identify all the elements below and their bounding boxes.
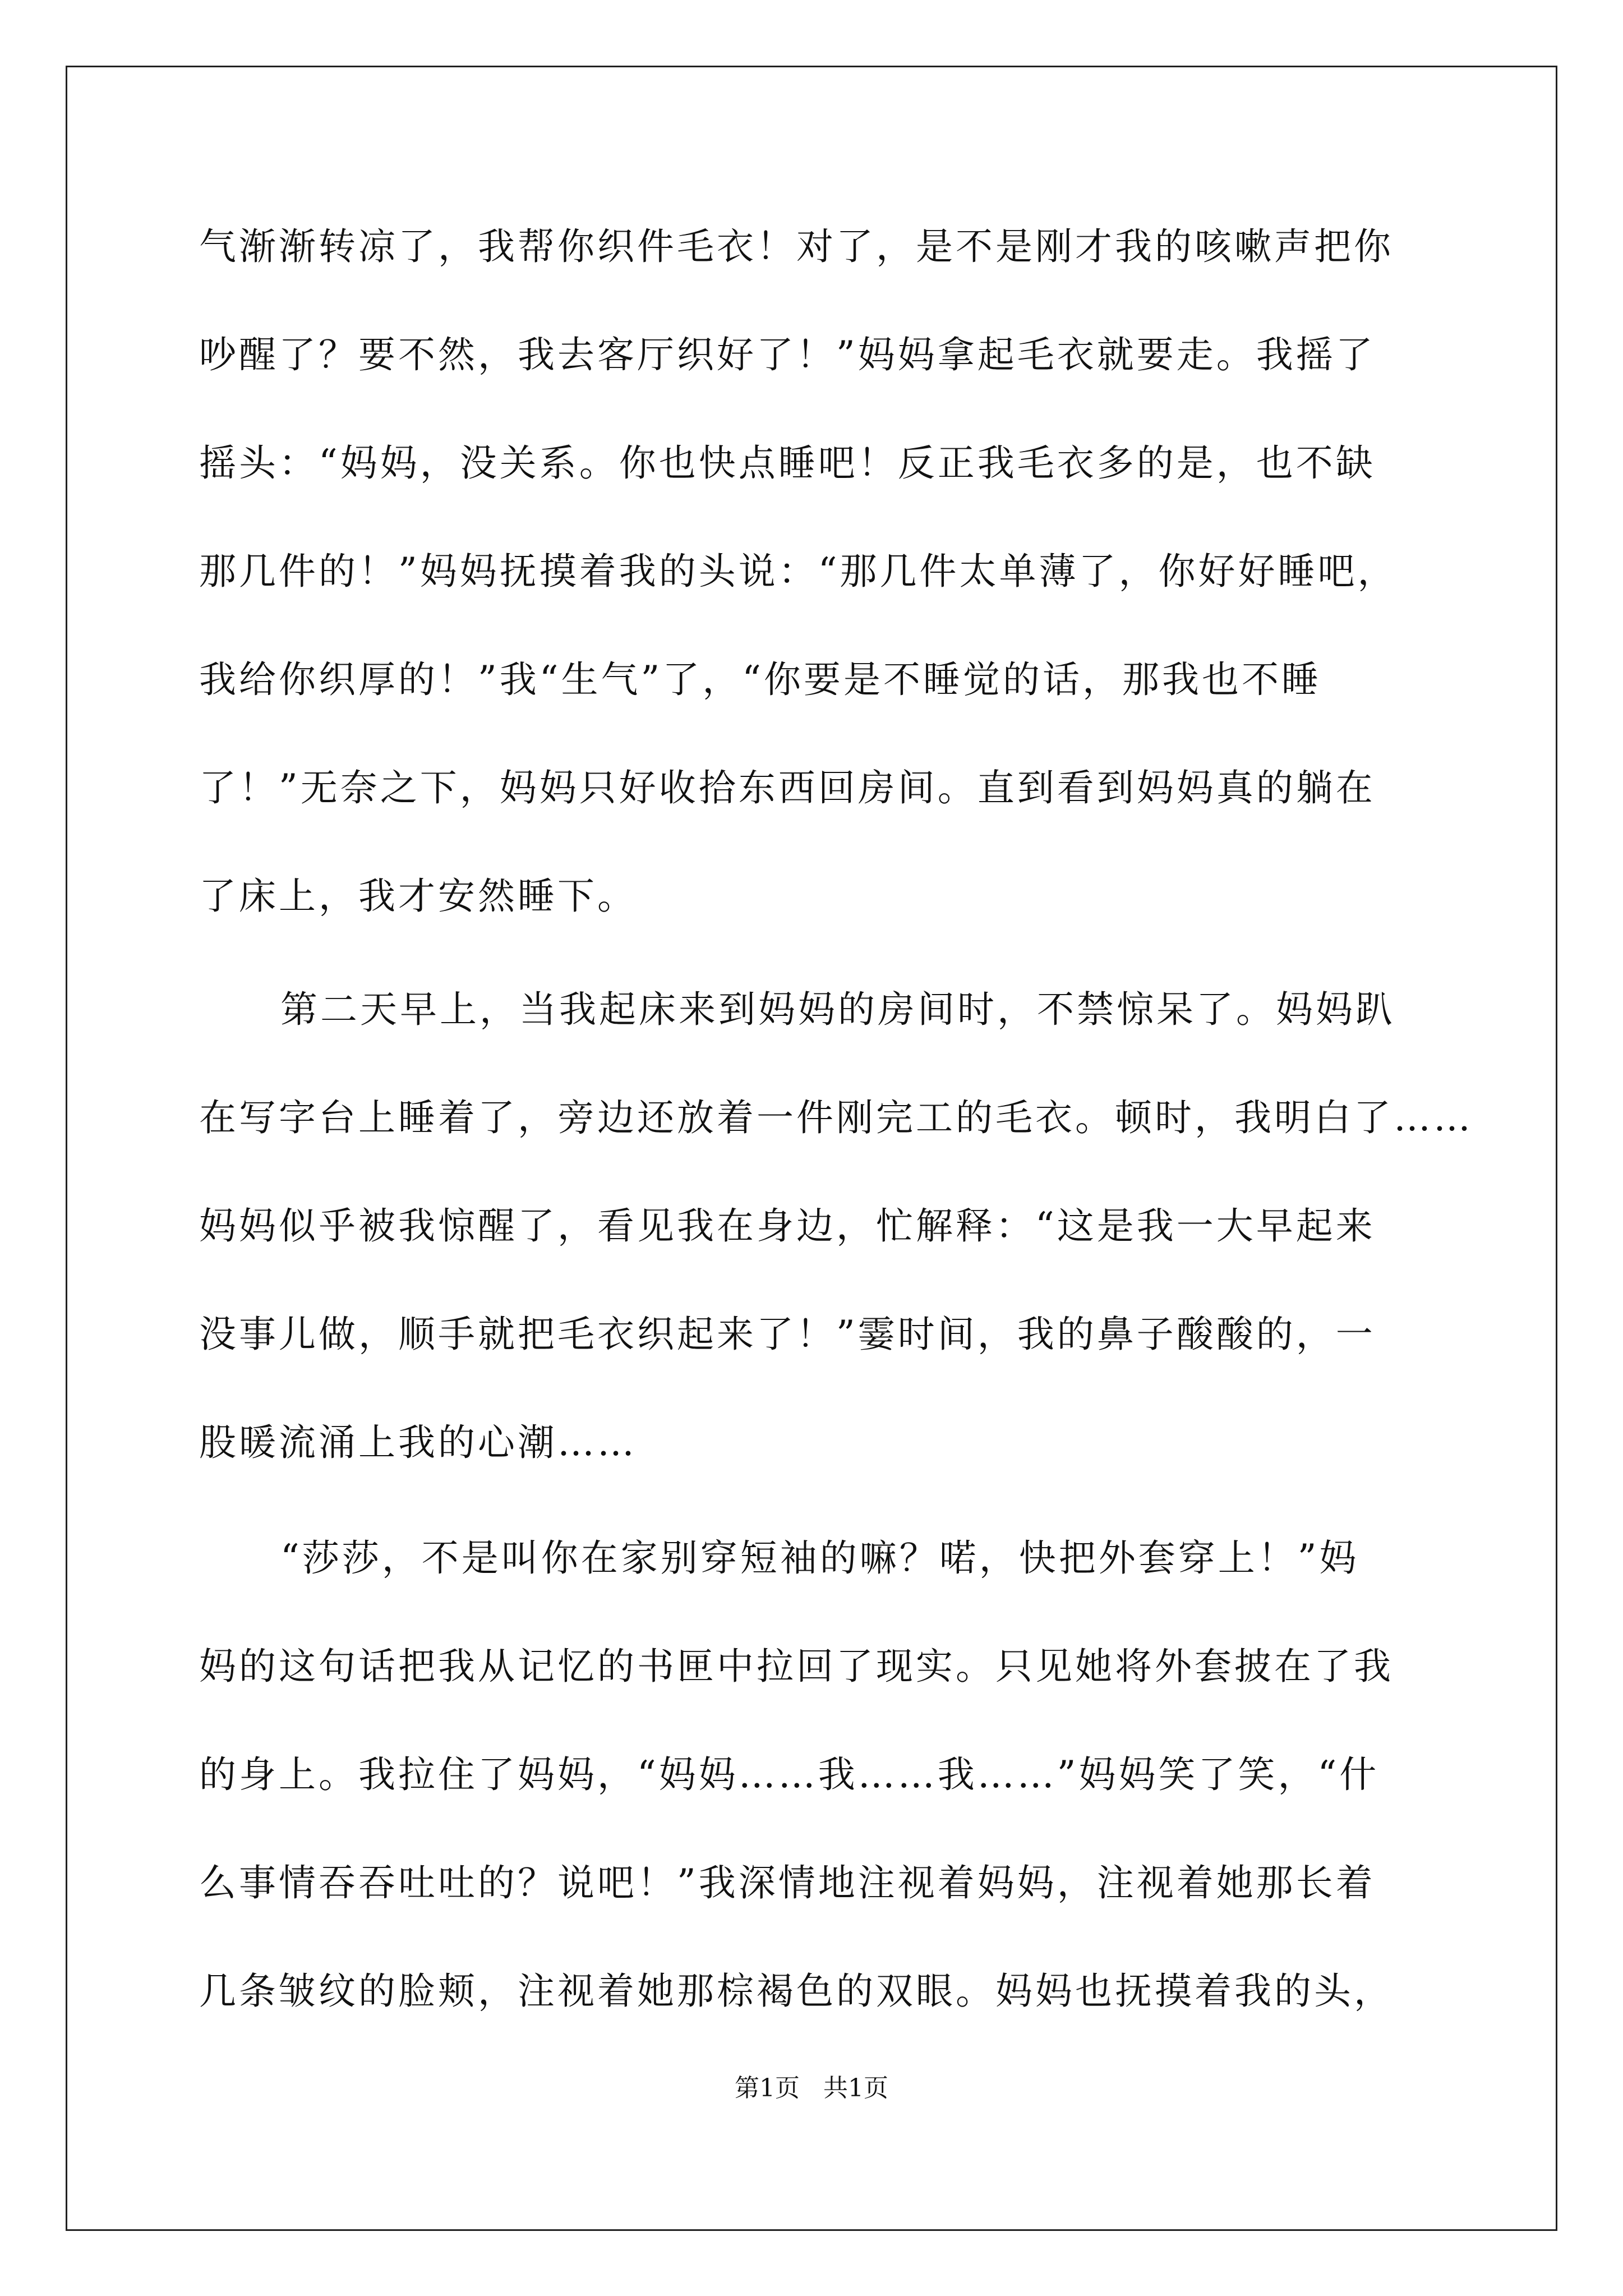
text-line: 妈的这句话把我从记忆的书匣中拉回了现实。只见她将外套披在了我 [199,1645,1394,1688]
text-line: 了床上，我才安然睡下。 [199,875,637,918]
text-line: 吵醒了？要不然，我去客厅织好了！”妈妈拿起毛衣就要走。我摇了 [199,333,1376,376]
text-line: “莎莎，不是叫你在家别穿短袖的嘛？喏，快把外套穿上！”妈 [280,1536,1359,1580]
text-line: 妈妈似乎被我惊醒了，看见我在身边，忙解释：“这是我一大早起来 [199,1204,1376,1248]
text-line: 的身上。我拉住了妈妈，“妈妈……我……我……”妈妈笑了笑，“什 [199,1753,1380,1796]
text-line: 那几件的！”妈妈抚摸着我的头说：“那几件太单薄了，你好好睡吧， [199,550,1398,593]
text-line: 没事儿做，顺手就把毛衣织起来了！”霎时间，我的鼻子酸酸的，一 [199,1313,1376,1356]
text-line: 在写字台上睡着了，旁边还放着一件刚完工的毛衣。顿时，我明白了…… [199,1096,1473,1139]
text-line: 我给你织厚的！”我“生气”了，“你要是不睡觉的话，那我也不睡 [199,658,1321,701]
text-line: 几条皱纹的脸颊，注视着她那棕褐色的双眼。妈妈也抚摸着我的头， [199,1970,1394,2013]
text-line: 了！”无奈之下，妈妈只好收拾东西回房间。直到看到妈妈真的躺在 [199,766,1376,809]
text-line: 股暖流涌上我的心潮…… [199,1421,637,1464]
text-line: 摇头：“妈妈，没关系。你也快点睡吧！反正我毛衣多的是，也不缺 [199,441,1376,485]
text-line: 气渐渐转凉了，我帮你织件毛衣！对了，是不是刚才我的咳嗽声把你 [199,225,1394,268]
page-footer: 第1页 共1页 [735,2074,888,2102]
text-line: 第二天早上，当我起床来到妈妈的房间时，不禁惊呆了。妈妈趴 [280,988,1395,1031]
text-line: 么事情吞吞吐吐的？说吧！”我深情地注视着妈妈，注视着她那长着 [199,1861,1376,1904]
